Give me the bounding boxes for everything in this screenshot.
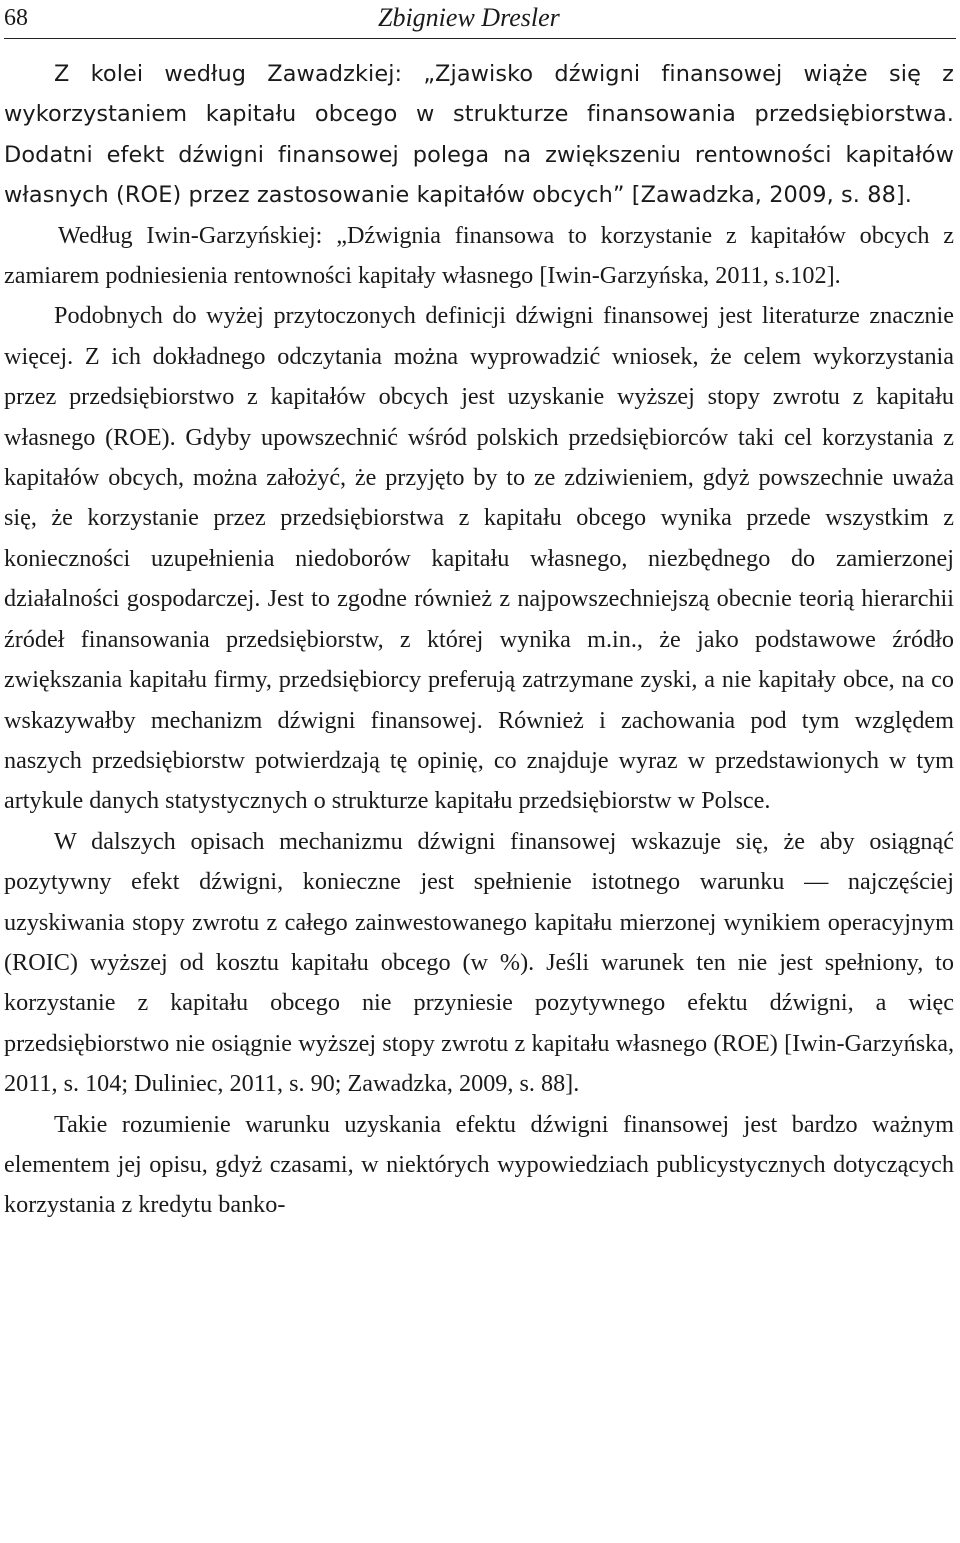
paragraph-definitions-discussion: Podobnych do wyżej przytoczonych definicji dźwigni finansowej jest literaturze znacznie więcej. Z ich dokładnego odczytania można wyprowadzić wniosek, że celem wykorzystania przez przedsiębiorstwo z kapitałów obcych jest uzyskanie wyższej stopy zwrotu z kapitału własnego (ROE). Gdyby upowszechnić wśród polskich przedsiębiorców taki cel korzystania z kapitałów obcych, można założyć, że przyjęto by to ze zdziwieniem, gdyż powszechnie uważa się, że korzystanie przez przedsiębiorstwa z kapitału obcego wynika przede wszystkim z konieczności uzupełnienia niedoborów kapitału własnego, niezbędnego do zamierzonej działalności gospodarczej. Jest to zgodne również z najpowszechniejszą obecnie teorią hierarchii źródeł finansowania przedsiębiorstw, z której wynika m.in., że jako podstawowe źródło zwiększania kapitału firmy, przedsiębiorcy preferują zatrzymane zyski, a nie kapitały obce, na co wskazywałby mechanizm dźwigni finansowej. Również i zachowania pod tym względem naszych przedsiębiorstw potwierdzają tę opinię, co znajduje wyraz w przedstawionych w tym artykule danych statystycznych o strukturze kapitału przedsiębiorstw w Polsce. [4, 302, 954, 815]
paragraph-iwin-garzynska-quote: Według Iwin-Garzyńskiej: „Dźwignia finansowa to korzystanie z kapitałów obcych z zamiarem podniesienia rentowności kapitały własnego [Iwin-Garzyńska, 2011, s.102]. [4, 221, 954, 290]
paragraph-zawadzka-quote: Z kolei według Zawadzkiej: „Zjawisko dźwigni finansowej wiąże się z wykorzystaniem kapitału obcego w strukturze finansowania przedsiębiorstwa. Dodatni efekt dźwigni finansowej polega na zwiększeniu rentowności kapitałów własnych (ROE) przez zastosowanie kapitałów obcych” [Zawadzka, 2009, s. 88]. [4, 61, 954, 209]
body-text [4, 54, 954, 1226]
paragraph-condition-understanding: Takie rozumienie warunku uzyskania efektu dźwigni finansowej jest bardzo ważnym elementem jej opisu, gdyż czasami, w niektórych wypowiedziach publicystycznych dotyczących korzystania z kredytu banko- [4, 1110, 954, 1219]
running-head-author: Zbigniew Dresler [378, 3, 560, 32]
paragraph-leverage-condition: W dalszych opisach mechanizmu dźwigni finansowej wskazuje się, że aby osiągnąć pozytywny efekt dźwigni, konieczne jest spełnienie istotnego warunku — najczęściej uzyskiwania stopy zwrotu z całego zainwestowanego kapitału mierzonej wynikiem operacyjnym (ROIC) wyższej od kosztu kapitału obcego (w %). Jeśli warunek ten nie jest spełniony, to korzystanie z kapitału obcego nie przyniesie pozytywnego efektu dźwigni, a więc przedsiębiorstwo nie osiągnie wyższej stopy zwrotu z kapitału własnego (ROE) [Iwin-Garzyńska, 2011, s. 104; Duliniec, 2011, s. 90; Zawadzka, 2009, s. 88]. [4, 827, 954, 1098]
page-number: 68 [4, 5, 28, 31]
running-header [4, 0, 956, 39]
